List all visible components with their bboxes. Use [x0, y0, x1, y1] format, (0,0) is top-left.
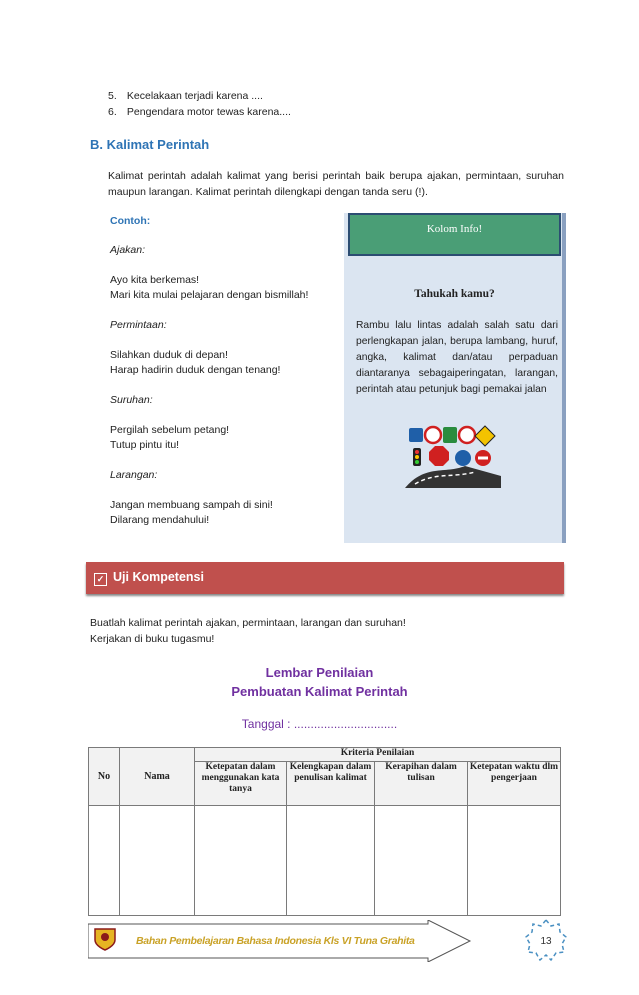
mandatory-sign-icon [455, 450, 471, 466]
category-permintaan: Permintaan: [110, 319, 167, 331]
assessment-title: Lembar Penilaian Pembuatan Kalimat Perintah [231, 665, 408, 699]
table-row [89, 806, 561, 916]
category-ajakan: Ajakan: [110, 244, 146, 256]
info-box-text: Rambu lalu lintas adalah salah satu dari perlengkapan jalan, berupa lambang, huruf, angka, kalimat dan/atau perpaduan diantaranya sebagaiperingatan, larangan, perintah atau petunjuk bagi pemakai jalan [356, 320, 558, 395]
col-no: No [89, 748, 120, 806]
date-line: Tanggal : ............................... [241, 717, 398, 731]
example-group-permintaan: Silahkan duduk di depan! Harap hadirin duduk dengan tenang! [110, 349, 281, 376]
table-cell [468, 806, 561, 916]
warning-sign-icon [475, 426, 495, 446]
contoh-label: Contoh: [110, 215, 151, 227]
page-number: 13 [540, 936, 552, 947]
col-nama: Nama [120, 748, 195, 806]
numbered-list [108, 88, 291, 120]
uji-kompetensi-banner: ✓ Uji Kompetensi [86, 562, 564, 594]
list-item: 6. Pengendara motor tewas karena.... [108, 106, 291, 118]
category-suruhan: Suruhan: [110, 394, 153, 406]
light-yellow-icon [415, 455, 419, 459]
table-cell [89, 806, 120, 916]
definition-paragraph: Kalimat perintah adalah kalimat yang berisi perintah baik berupa ajakan, permintaan, suruhan maupun larangan. Kalimat perintah dilengkapi dengan tanda seru (!). [108, 170, 564, 198]
category-larangan: Larangan: [110, 469, 158, 481]
logo-center [101, 933, 109, 941]
no-entry-sign-icon [425, 427, 441, 443]
table-cell [287, 806, 375, 916]
criterion-header: Kerapihan dalam tulisan [375, 762, 468, 806]
light-green-icon [415, 460, 419, 464]
no-entry-bar-icon [478, 457, 488, 460]
example-group-larangan: Jangan membuang sampah di sini! Dilarang mendahului! [110, 499, 273, 526]
table-cell [195, 806, 287, 916]
sign-blue-icon [409, 428, 423, 442]
instructions: Buatlah kalimat perintah ajakan, permintaan, larangan dan suruhan! Kerjakan di buku tugasmu! [90, 617, 406, 645]
info-box-subtitle: Tahukah kamu? [414, 288, 495, 300]
sign-green-icon [443, 427, 457, 443]
col-kriteria: Kriteria Penilaian [195, 748, 561, 762]
road-shape [405, 466, 501, 488]
example-group-ajakan: Ayo kita berkemas! Mari kita mulai pelajaran dengan bismillah! [110, 274, 309, 301]
prohibition-sign-icon [459, 427, 475, 443]
stop-sign-icon [429, 446, 449, 466]
criterion-header: Ketepatan waktu dlm pengerjaan [468, 762, 561, 806]
school-logo-icon [92, 926, 118, 952]
table-cell [375, 806, 468, 916]
examples-column [110, 214, 350, 543]
section-b-title: B. Kalimat Perintah [90, 137, 210, 152]
criterion-header: Ketepatan dalam menggunakan kata tanya [195, 762, 287, 806]
light-red-icon [415, 450, 419, 454]
traffic-signs-illustration [405, 424, 501, 488]
assessment-table [88, 747, 561, 916]
table-cell [120, 806, 195, 916]
footer-text: Bahan Pembelajaran Bahasa Indonesia Kls VI Tuna Grahita [136, 935, 415, 947]
criterion-header: Kelengkapan dalam penulisan kalimat [287, 762, 375, 806]
info-box-header: Kolom Info! [348, 213, 561, 256]
checkbox-icon: ✓ [94, 573, 107, 586]
list-item: 5. Kecelakaan terjadi karena .... [108, 90, 263, 102]
example-group-suruhan: Pergilah sebelum petang! Tutup pintu itu! [110, 424, 230, 451]
